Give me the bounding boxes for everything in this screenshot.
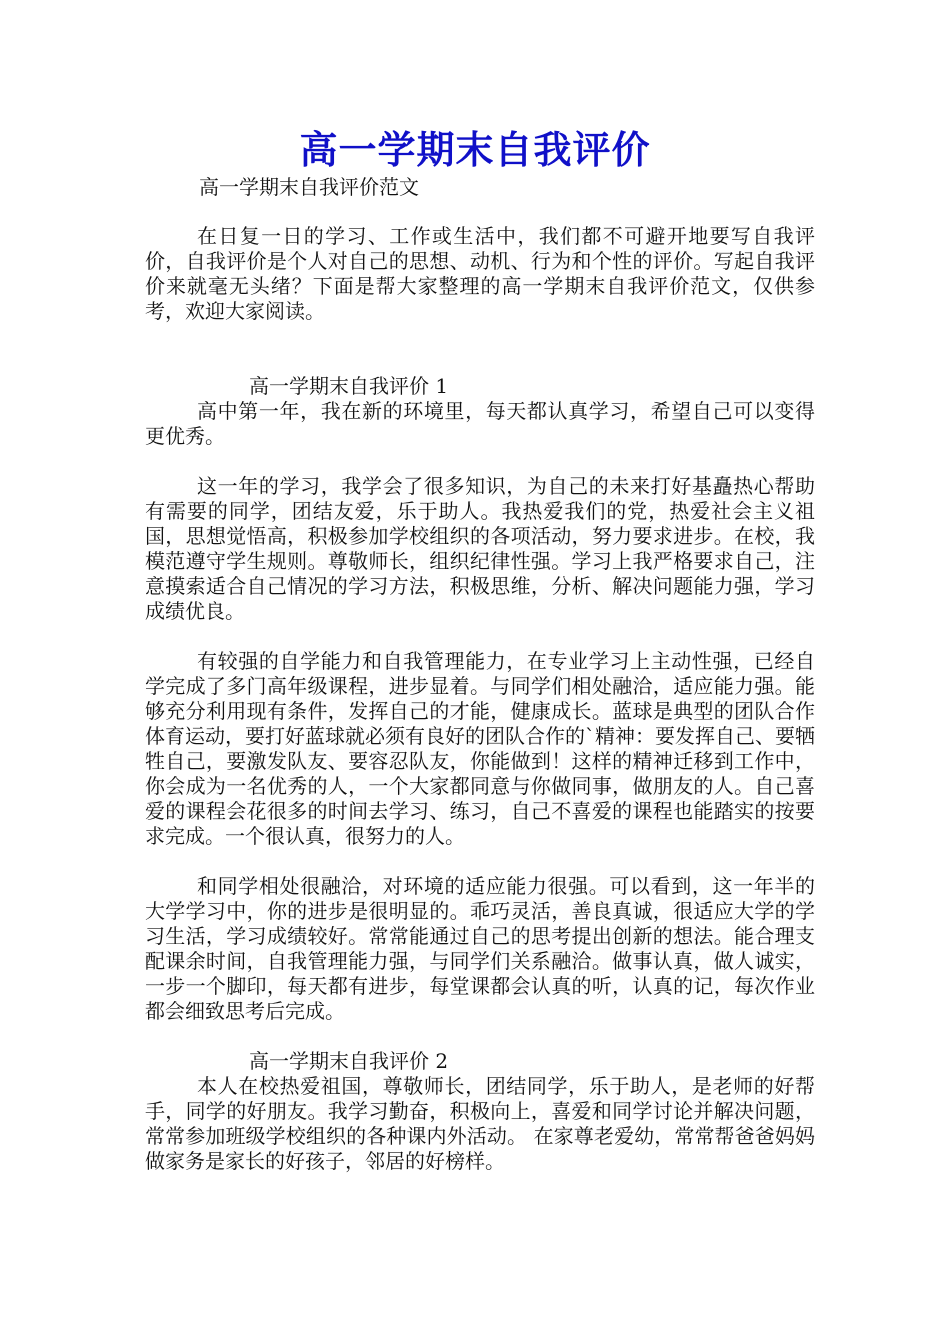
section-heading-1: 高一学期末自我评价 1 xyxy=(249,374,449,398)
page-subtitle: 高一学期末自我评价范文 xyxy=(199,175,419,199)
spacer xyxy=(145,624,815,649)
spacer xyxy=(145,1024,815,1049)
document-body xyxy=(145,224,815,1174)
section-1-paragraph-3: 有较强的自学能力和自我管理能力，在专业学习上主动性强，已经自学完成了多门高年级课程，进步显着。与同学们相处融洽，适应能力强。能够充分利用现有条件，发挥自己的才能，健康成长。蓝球是典型的团队合作体育运动，要打好蓝球就必须有良好的团队合作的`精神：要发挥自己、要牺牲自己，要激发队友、要容忍队友，你能做到！这样的精神迁移到工作中，你会成为一名优秀的人，一个大家都同意与你做同事，做朋友的人。自己喜爱的课程会花很多的时间去学习、练习，自己不喜爱的课程也能踏实的按要求完成。一个很认真，很努力的人。 xyxy=(145,649,815,848)
intro-paragraph: 在日复一日的学习、工作或生活中，我们都不可避开地要写自我评价，自我评价是个人对自己的思想、动机、行为和个性的评价。写起自我评价来就毫无头绪？下面是帮大家整理的高一学期末自我评价范文，仅供参考，欢迎大家阅读。 xyxy=(145,224,815,323)
section-1-paragraph-2: 这一年的学习，我学会了很多知识，为自己的未来打好基矗热心帮助有需要的同学，团结友爱，乐于助人。我热爱我们的党，热爱社会主义祖国，思想觉悟高，积极参加学校组织的各项活动，努力要求进步。在校，我模范遵守学生规则。尊敬师长，组织纪律性强。学习上我严格要求自己，注意摸索适合自己情况的学习方法，积极思维，分析、解决问题能力强，学习成绩优良。 xyxy=(145,474,815,623)
section-1-paragraph-4: 和同学相处很融洽，对环境的适应能力很强。可以看到，这一年半的大学学习中，你的进步是很明显的。乖巧灵活，善良真诚，很适应大学的学习生活，学习成绩较好。常常能通过自己的思考提出创新的想法。能合理支配课余时间，自我管理能力强，与同学们关系融洽。做事认真，做人诚实，一步一个脚印，每天都有进步，每堂课都会认真的听，认真的记，每次作业都会细致思考后完成。 xyxy=(145,874,815,1023)
section-heading-2: 高一学期末自我评价 2 xyxy=(249,1049,449,1073)
page-title: 高一学期末自我评价 xyxy=(299,128,651,172)
spacer xyxy=(145,849,815,874)
spacer xyxy=(145,324,815,374)
section-1-paragraph-1: 高中第一年，我在新的环境里，每天都认真学习，希望自己可以变得更优秀。 xyxy=(145,399,815,448)
spacer xyxy=(145,449,815,474)
section-2-paragraph-1: 本人在校热爱祖国，尊敬师长，团结同学，乐于助人，是老师的好帮手，同学的好朋友。我学习勤奋，积极向上，喜爱和同学讨论并解决问题，常常参加班级学校组织的各种课内外活动。 在家尊老爱幼，常常帮爸爸妈妈做家务是家长的好孩子，邻居的好榜样。 xyxy=(145,1074,815,1173)
